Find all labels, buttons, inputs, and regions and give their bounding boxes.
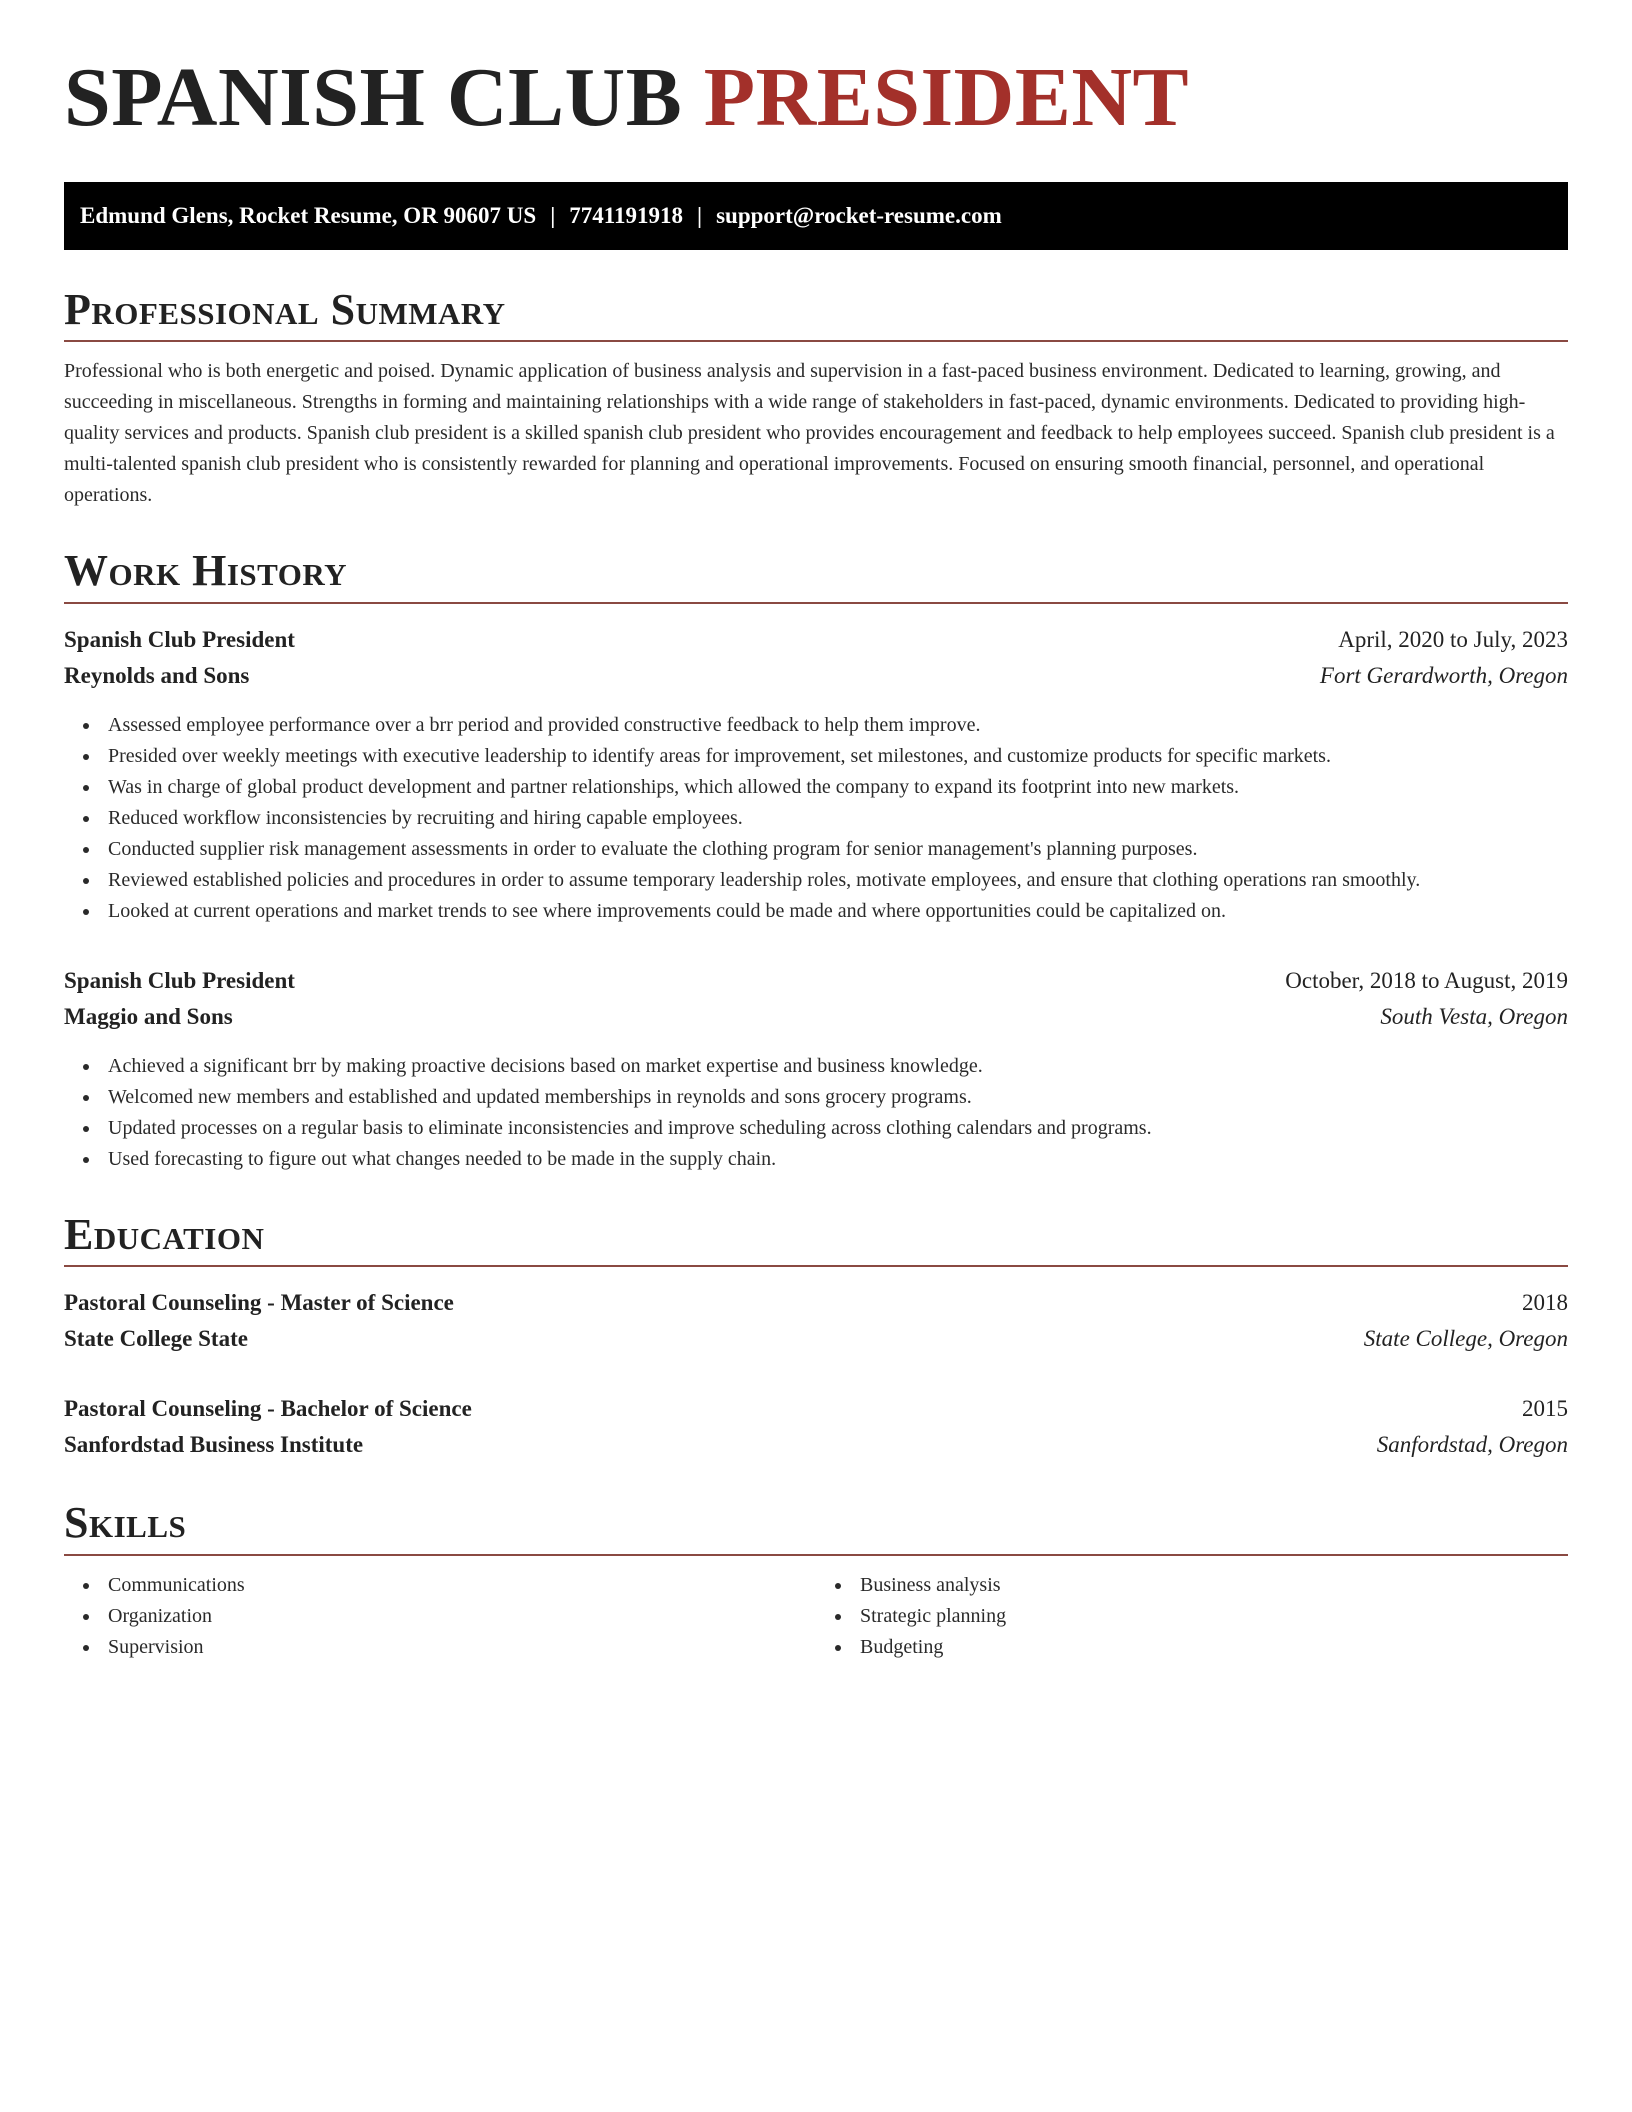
education-heading: Education [64,1211,1568,1267]
school-row [64,1427,1568,1463]
degree-row [64,1391,1568,1427]
skills-heading: Skills [64,1499,1568,1555]
skills-list-left [64,1570,816,1663]
contact-separator: | [697,203,703,228]
job-bullets [64,710,1568,927]
job-title: Spanish Club President [64,626,295,652]
education-section [64,1211,1568,1463]
education-entry [64,1391,1568,1463]
list-item: Looked at current operations and market trends to see where improvements could be made and where opportunities could be capitalized on. [64,896,1568,927]
list-item: Used forecasting to figure out what changes needed to be made in the supply chain. [64,1144,1568,1175]
job-bullets [64,1051,1568,1175]
list-item: Assessed employee performance over a brr period and provided constructive feedback to help them improve. [64,710,1568,741]
job-dates: October, 2018 to August, 2019 [1285,967,1568,993]
skill-item: Business analysis [816,1570,1568,1601]
skill-item: Organization [64,1601,816,1632]
job-company: Reynolds and Sons [64,662,250,688]
job-location: South Vesta, Oregon [1380,1003,1568,1029]
contact-bar [64,182,1568,250]
list-item: Conducted supplier risk management assessments in order to evaluate the clothing program for senior management's planning purposes. [64,834,1568,865]
job-entry [64,622,1568,927]
list-item: Was in charge of global product development and partner relationships, which allowed the company to expand its footprint into new markets. [64,772,1568,803]
skill-item: Budgeting [816,1632,1568,1663]
job-company-row [64,999,1568,1035]
job-title-row [64,963,1568,999]
summary-text: Professional who is both energetic and poised. Dynamic application of business analysis and supervision in a fast-paced business environment. Dedicated to learning, growing, and succeeding in miscellaneous. Strengths in forming and maintaining relationships with a wide range of stakeholders in fast-paced, dynamic environments. Dedicated to providing high-quality services and products. Spanish club president is a skilled spanish club president who provides encouragement and feedback to help employees succeed. Spanish club president is a multi-talented spanish club president who is consistently rewarded for planning and operational improvements. Focused on ensuring smooth financial, personnel, and operational operations. [64,360,1555,507]
school-name: Sanfordstad Business Institute [64,1432,364,1458]
graduation-year: 2018 [1522,1290,1568,1316]
contact-address: Edmund Glens, Rocket Resume, OR 90607 US [80,203,537,228]
contact-phone[interactable]: 7741191918 [569,203,684,228]
skill-item: Strategic planning [816,1601,1568,1632]
skills-grid [64,1570,1568,1663]
degree: Pastoral Counseling - Master of Science [64,1290,454,1316]
school-location: Sanfordstad, Oregon [1376,1432,1568,1458]
contact-separator: | [550,203,556,228]
skills-section [64,1499,1568,1662]
title-main: SPANISH CLUB [64,51,683,144]
list-item: Reviewed established policies and procedures in order to assume temporary leadership roles, motivate employees, and ensure that clothing operations ran smoothly. [64,865,1568,896]
list-item: Achieved a significant brr by making proactive decisions based on market expertise and business knowledge. [64,1051,1568,1082]
summary-section [64,286,1568,511]
school-location: State College, Oregon [1363,1326,1568,1352]
resume-title [64,51,1568,144]
work-history-section [64,547,1568,1174]
skill-item: Supervision [64,1632,816,1663]
job-title-row [64,622,1568,658]
skill-item: Communications [64,1570,816,1601]
list-item: Welcomed new members and established and updated memberships in reynolds and sons grocery programs. [64,1082,1568,1113]
list-item: Updated processes on a regular basis to eliminate inconsistencies and improve scheduling across clothing calendars and programs. [64,1113,1568,1144]
summary-heading: Professional Summary [64,286,1568,342]
school-name: State College State [64,1326,248,1352]
job-entry [64,963,1568,1175]
title-accent: PRESIDENT [703,51,1190,144]
list-item: Reduced workflow inconsistencies by recruiting and hiring capable employees. [64,803,1568,834]
work-history-heading: Work History [64,547,1568,603]
degree-row [64,1285,1568,1321]
graduation-year: 2015 [1522,1396,1568,1422]
school-row [64,1321,1568,1357]
skills-list-right [816,1570,1568,1663]
job-title: Spanish Club President [64,967,295,993]
list-item: Presided over weekly meetings with executive leadership to identify areas for improvement, set milestones, and customize products for specific markets. [64,741,1568,772]
degree: Pastoral Counseling - Bachelor of Science [64,1396,472,1422]
job-dates: April, 2020 to July, 2023 [1338,626,1568,652]
contact-email[interactable]: support@rocket-resume.com [716,203,1002,228]
job-company-row [64,658,1568,694]
job-company: Maggio and Sons [64,1003,233,1029]
education-entry [64,1285,1568,1357]
job-location: Fort Gerardworth, Oregon [1319,662,1568,688]
